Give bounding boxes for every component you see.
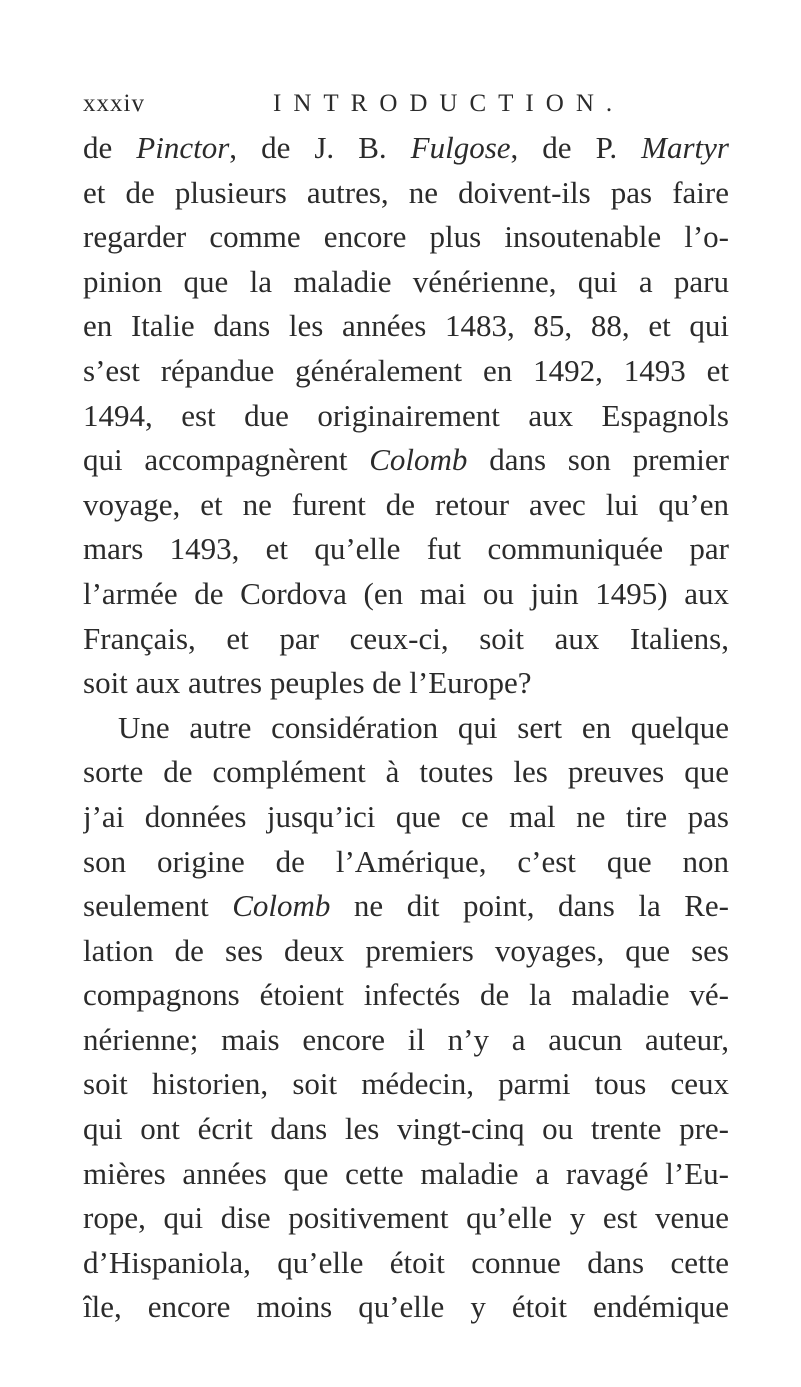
- text-line: voyage, et ne furent de retour avec lui qu’en: [83, 486, 729, 522]
- italic-name: Martyr: [641, 130, 729, 165]
- text-line: regarder comme encore plus insoutenable l’o-: [83, 219, 729, 255]
- italic-name: Pinctor: [136, 130, 230, 165]
- text-line: lation de ses deux premiers voyages, que ses: [83, 932, 729, 968]
- text-line: j’ai données jusqu’ici que ce mal ne tire pas: [83, 798, 729, 834]
- text-line: l’armée de Cordova (en mai ou juin 1495) aux: [83, 575, 729, 611]
- text-line: son origine de l’Amérique, c’est que non: [83, 843, 729, 879]
- italic-name: Colomb: [369, 442, 468, 478]
- text-line: qui accompagnèrent Colomb dans son premier: [83, 442, 729, 478]
- text-line: Une autre considération qui sert en quelque: [118, 709, 729, 745]
- page-number: xxxiv: [83, 90, 145, 117]
- text-line: seulement Colomb ne dit point, dans la Re-: [83, 888, 729, 924]
- body-text: [83, 126, 729, 1330]
- text-line: sorte de complément à toutes les preuves que: [83, 754, 729, 790]
- running-title: INTRODUCTION.: [273, 90, 625, 117]
- text-line: s’est répandue généralement en 1492, 1493 et: [83, 352, 729, 388]
- text-line: mières années que cette maladie a ravagé l’Eu-: [83, 1155, 729, 1191]
- text-line: 1494, est due originairement aux Espagnols: [83, 397, 729, 433]
- italic-name: Fulgose: [410, 130, 511, 165]
- text-line: compagnons étoient infectés de la maladie vé-: [83, 977, 729, 1013]
- text-line: Français, et par ceux-ci, soit aux Italiens,: [83, 620, 729, 656]
- text-line: pinion que la maladie vénérienne, qui a paru: [83, 263, 729, 299]
- text-line: nérienne; mais encore il n’y a aucun auteur,: [83, 1021, 729, 1057]
- text-line: rope, qui dise positivement qu’elle y est venue: [83, 1200, 729, 1236]
- text-line: mars 1493, et qu’elle fut communiquée par: [83, 531, 729, 567]
- text-line: soit historien, soit médecin, parmi tous ceux: [83, 1066, 729, 1102]
- text-line: de Pinctor, de J. B. Fulgose, de P. Martyr: [83, 130, 729, 165]
- text-line: qui ont écrit dans les vingt-cinq ou trente pre-: [83, 1111, 729, 1147]
- text-line: et de plusieurs autres, ne doivent-ils pas faire: [83, 174, 729, 210]
- text-line: île, encore moins qu’elle y étoit endémique: [83, 1289, 729, 1325]
- text-line: d’Hispaniola, qu’elle étoit connue dans cette: [83, 1244, 729, 1280]
- italic-name: Colomb: [232, 888, 331, 924]
- running-header: [83, 84, 723, 124]
- text-line: soit aux autres peuples de l’Europe?: [83, 665, 532, 701]
- text-line: en Italie dans les années 1483, 85, 88, et qui: [83, 308, 729, 344]
